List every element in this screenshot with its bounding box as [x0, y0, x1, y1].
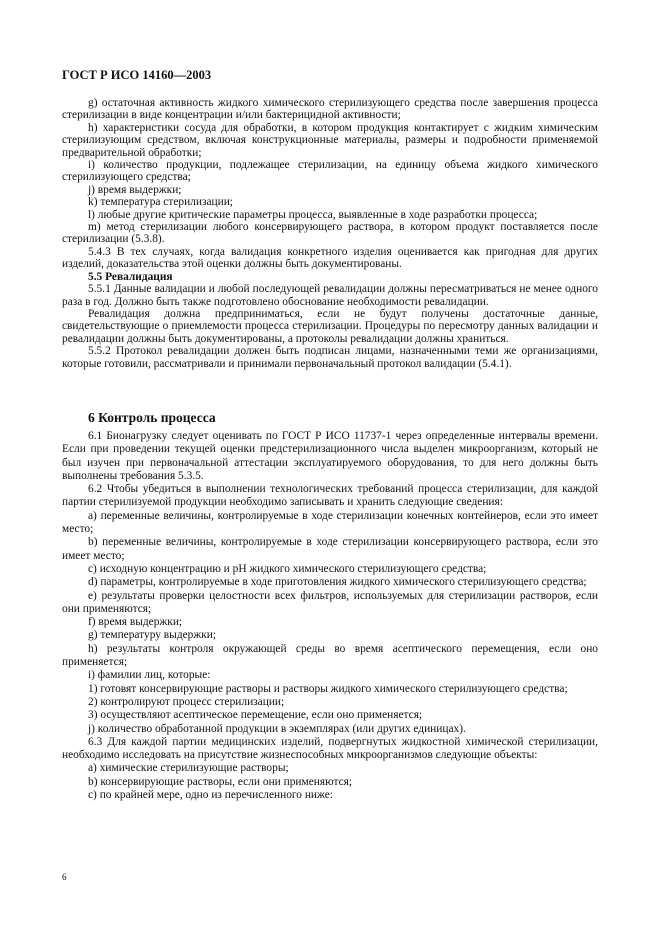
paragraph: 5.4.3 В тех случаях, когда валидация конкретного изделия оценивается как пригодная для других изделий, доказательства этой оценки должны быть документированы. — [62, 245, 598, 271]
paragraph: f) время выдержки; — [88, 616, 183, 629]
paragraph: l) любые другие критические параметры процесса, выявленные в ходе разработки процесса; — [88, 208, 538, 221]
paragraph: 1) готовят консервирующие растворы и растворы жидкого химического стерилизующего средства; — [88, 682, 568, 695]
paragraph: k) температура стерилизации; — [88, 196, 233, 209]
paragraph: i) количество продукции, подлежащее стерилизации, на единицу объема жидкого химического стерилизующего средства; — [62, 159, 598, 184]
paragraph: h) характеристики сосуда для обработки, в котором продукция контактирует с жидким химическим стерилизующим средством, включая конструкционные материалы, размеры и подробности применяемой предварительной обработки; — [62, 121, 598, 159]
paragraph: 2) контролируют процесс стерилизации; — [88, 695, 285, 708]
paragraph: 3) осуществляют асептическое перемещение, если оно применяется; — [88, 709, 423, 722]
paragraph: g) остаточная активность жидкого химического стерилизующего средства после завершения процесса стерилизации в виде концентрации и/или бактерицидной активности; — [62, 97, 598, 122]
paragraph: g) температуру выдержки; — [88, 629, 217, 642]
section-5-continued — [62, 97, 598, 370]
paragraph: d) параметры, контролируемые в ходе приготовления жидкого химического стерилизующего средства; — [88, 576, 587, 589]
paragraph: e) результаты проверки целостности всех фильтров, используемых для стерилизации растворов, если они применяются; — [62, 589, 598, 615]
paragraph: Ревалидация должна предприниматься, если не будут получены достаточные данные, свидетельствующие о приемлемости процесса стерилизации. Процедуры по пересмотру данных валидации и ревалидации должны быть документированы, а протоколы ревалидации должны храниться. — [62, 307, 598, 345]
revalidation-paragraphs — [62, 283, 598, 370]
paragraph: a) химические стерилизующие растворы; — [88, 762, 289, 775]
paragraph: i) фамилии лиц, которые: — [88, 669, 211, 682]
paragraph: 5.5.2 Протокол ревалидации должен быть подписан лицами, назначенными теми же организациями, которые готовили, рассматривали и принимали первоначальный протокол валидации (5.4.1). — [62, 345, 598, 370]
page-number: 6 — [62, 872, 67, 882]
subheading-revalidation: 5.5 Ревалидация — [88, 270, 173, 283]
list-block-1 — [62, 97, 598, 271]
list-block-2 — [62, 430, 598, 802]
paragraph: 6.3 Для каждой партии медицинских изделий, подвергнутых жидкостной химической стерилизации, необходимо исследовать на присутствие жизнеспособных микроорганизмов следующие объекты: — [62, 735, 598, 762]
paragraph: a) переменные величины, контролируемые в ходе стерилизации конечных контейнеров, если это имеет место; — [62, 509, 598, 536]
paragraph: c) исходную концентрацию и pH жидкого химического стерилизующего средства; — [88, 562, 487, 575]
paragraph: 6.2 Чтобы убедиться в выполнении технологических требований процесса стерилизации, для каждой партии стерилизуемой продукции необходимо записывать и хранить следующие сведения: — [62, 483, 598, 509]
paragraph: j) время выдержки; — [88, 183, 182, 196]
paragraph: j) количество обработанной продукции в экземплярах (или других единицах). — [88, 722, 466, 735]
section-6-body — [62, 430, 598, 802]
document-header: ГОСТ Р ИСО 14160—2003 — [62, 68, 212, 82]
paragraph: b) консервирующие растворы, если они применяются; — [88, 775, 353, 788]
paragraph: h) результаты контроля окружающей среды во время асептического перемещения, если оно применяется; — [62, 642, 598, 669]
paragraph: 5.5.1 Данные валидации и любой последующей ревалидации должны пересматриваться не менее одного раза в год. Должно быть также подготовлено обоснование необходимости ревалидации. — [62, 283, 598, 308]
paragraph: b) переменные величины, контролируемые в ходе стерилизации консервирующего раствора, если это имеет место; — [62, 536, 598, 562]
section-6-heading: 6 Контроль процесса — [88, 410, 216, 425]
paragraph: 6.1 Бионагрузку следует оценивать по ГОСТ Р ИСО 11737-1 через определенные интервалы времени. Если при проведении текущей оценки предстерилизационного числа выделен микроорганизм, который не был изучен при первоначальной аттестации эксплуатируемого оборудования, то для него должны быть выполнены требования 5.3.5. — [62, 430, 598, 482]
paragraph: m) метод стерилизации любого консервирующего раствора, в котором продукт поставляется после стерилизации (5.3.8). — [62, 221, 598, 246]
paragraph: c) по крайней мере, одно из перечисленного ниже: — [88, 789, 333, 802]
